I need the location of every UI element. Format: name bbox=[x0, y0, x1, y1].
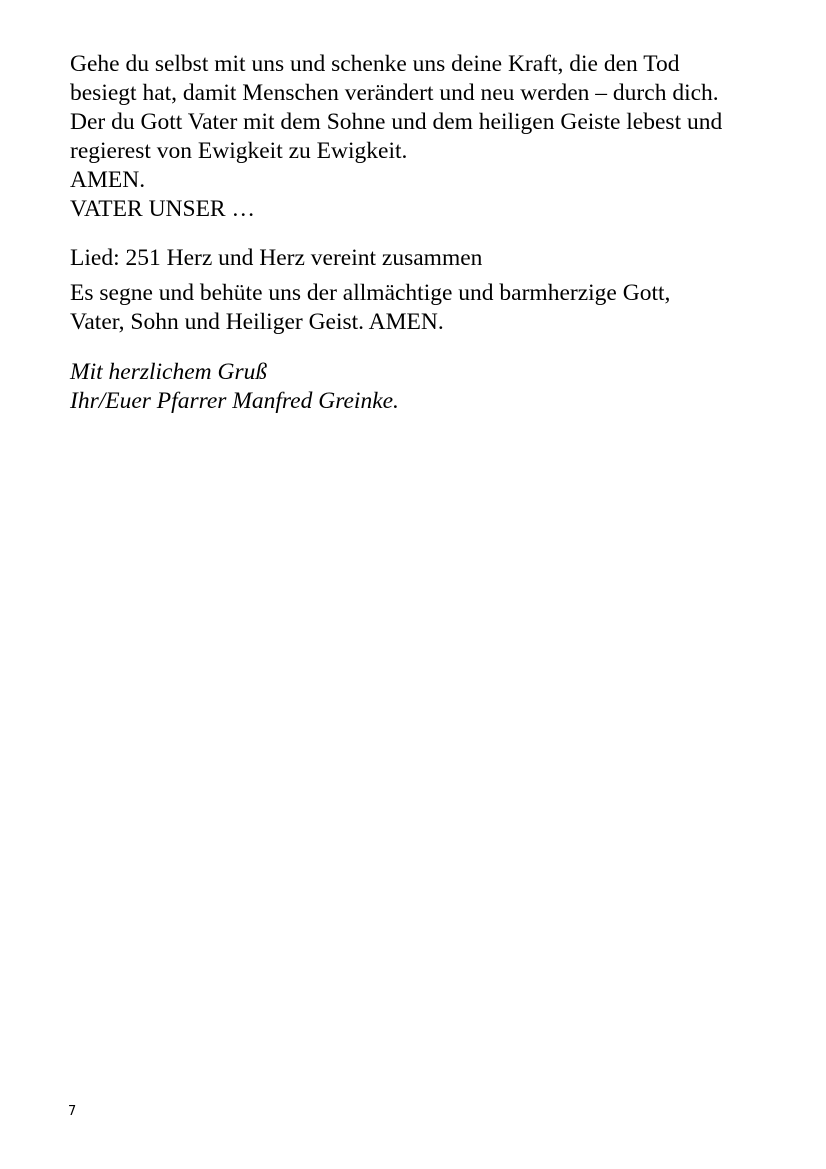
blessing-block bbox=[70, 279, 790, 337]
page-number: 7 bbox=[68, 1104, 77, 1119]
prayer-line: Der du Gott Vater mit dem Sohne und dem heiligen Geiste lebest und bbox=[70, 109, 723, 135]
signature: Ihr/Euer Pfarrer Manfred Greinke. bbox=[70, 388, 399, 414]
blessing-line: Es segne und behüte uns der allmächtige und barmherzige Gott, bbox=[70, 280, 671, 306]
song-line: Lied: 251 Herz und Herz vereint zusammen bbox=[70, 245, 483, 271]
salutation: Mit herzlichem Gruß bbox=[70, 359, 268, 385]
our-father-line: VATER UNSER … bbox=[70, 196, 255, 222]
page-body bbox=[70, 50, 790, 416]
blessing-line: Vater, Sohn und Heiliger Geist. AMEN. bbox=[70, 309, 444, 335]
song-block bbox=[70, 244, 790, 273]
prayer-block bbox=[70, 50, 790, 224]
amen-line: AMEN. bbox=[70, 167, 146, 193]
greeting-block bbox=[70, 358, 790, 416]
prayer-line: Gehe du selbst mit uns und schenke uns deine Kraft, die den Tod bbox=[70, 51, 680, 77]
prayer-line: besiegt hat, damit Menschen verändert und neu werden – durch dich. bbox=[70, 80, 719, 106]
prayer-line: regierest von Ewigkeit zu Ewigkeit. bbox=[70, 138, 408, 164]
